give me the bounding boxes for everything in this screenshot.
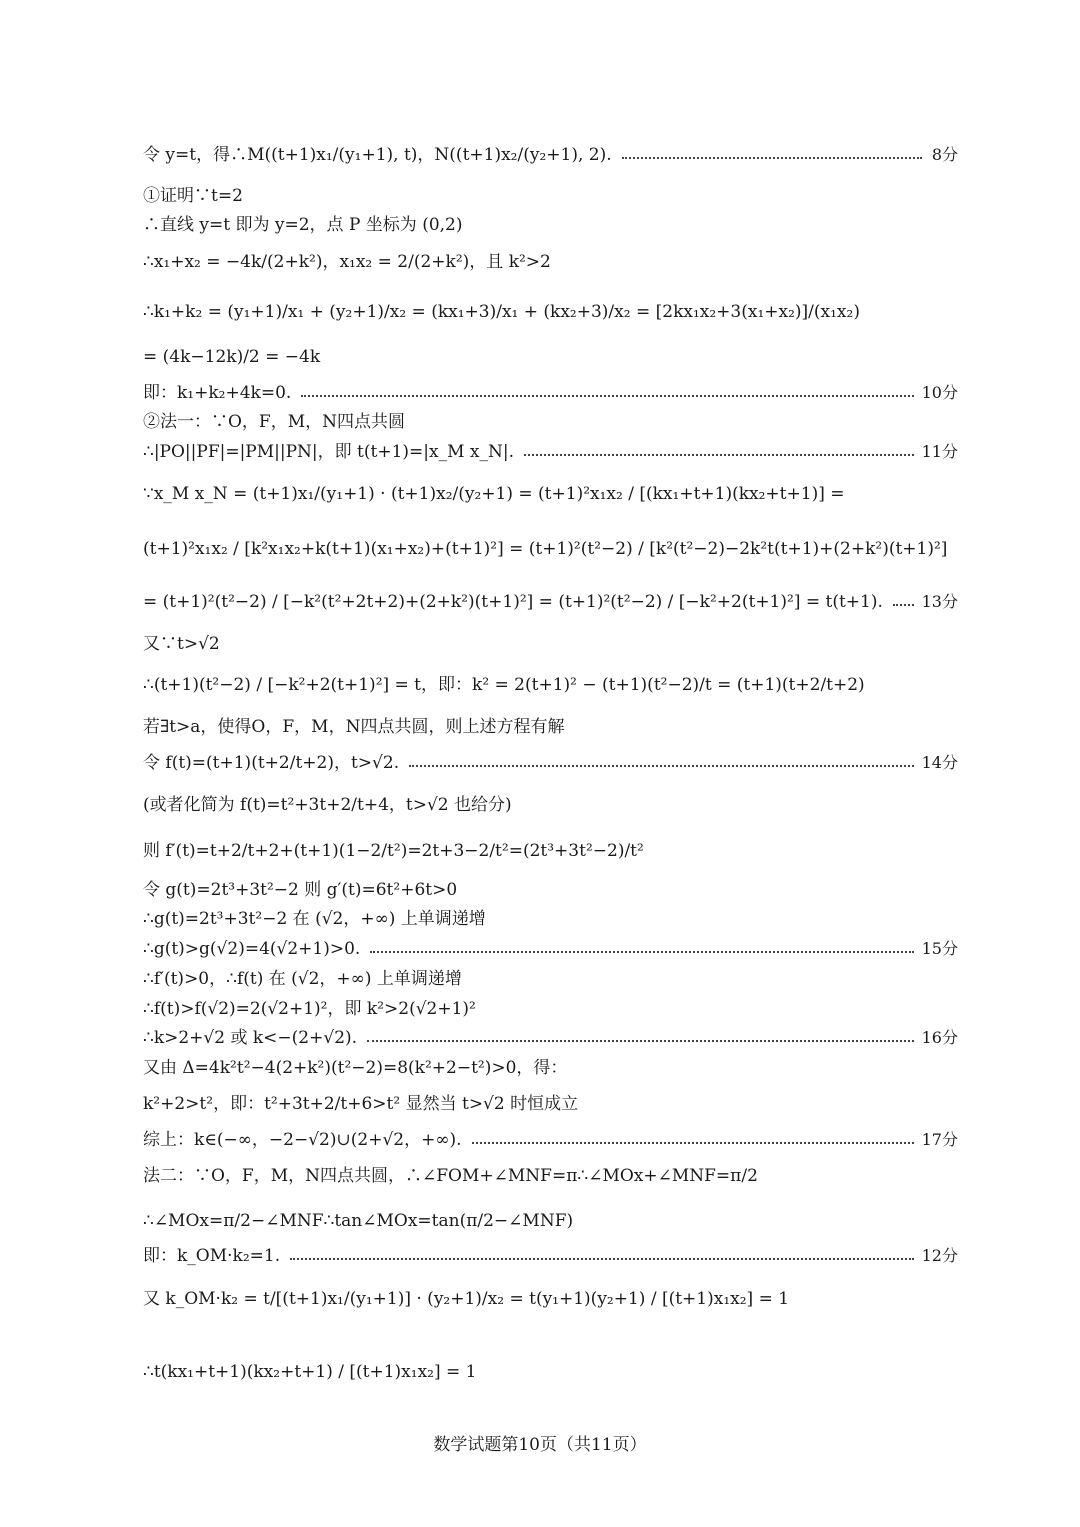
solution-line bbox=[143, 345, 958, 369]
score-label: 14分 bbox=[921, 753, 958, 772]
line-text: (或者化简为 f(t)=t²+3t+2/t+4，t>√2 也给分) bbox=[143, 795, 512, 815]
solution-line bbox=[143, 793, 958, 817]
line-text: ∴f′(t)>0，∴f(t) 在 (√2，+∞) 上单调递增 bbox=[143, 969, 462, 989]
score-label: 12分 bbox=[921, 1246, 958, 1265]
solution-line bbox=[143, 482, 958, 506]
solution-line bbox=[143, 410, 958, 434]
solution-line bbox=[143, 1287, 958, 1311]
score-label: 10分 bbox=[921, 383, 958, 402]
line-text: 则 f′(t)=t+2/t+2+(t+1)(1−2/t²)=2t+3−2/t²=(2t³+3t²−2)/t² bbox=[143, 841, 644, 861]
line-text: 若∃t>a，使得O，F，M，N四点共圆，则上述方程有解 bbox=[143, 717, 565, 737]
solution-line bbox=[143, 632, 958, 656]
dot-leader bbox=[367, 1040, 914, 1042]
line-text: 即：k_OM·k₂=1. bbox=[143, 1246, 281, 1266]
solution-line bbox=[143, 300, 958, 324]
line-text: ∴g(t)>g(√2)=4(√2+1)>0. bbox=[143, 939, 361, 959]
line-text: 又 k_OM·k₂ = t/[(t+1)x₁/(y₁+1)] · (y₂+1)/x₂ = t(y₁+1)(y₂+1) / [(t+1)x₁x₂] = 1 bbox=[143, 1289, 790, 1309]
solution-line bbox=[143, 1056, 958, 1080]
line-text: ∴f(t)>f(√2)=2(√2+1)²，即 k²>2(√2+1)² bbox=[143, 999, 476, 1019]
solution-line bbox=[143, 184, 958, 208]
score-label: 17分 bbox=[921, 1130, 958, 1149]
score-label: 13分 bbox=[921, 592, 958, 611]
line-text: k²+2>t²，即：t²+3t+2/t+6>t² 显然当 t>√2 时恒成立 bbox=[143, 1094, 579, 1114]
score-label: 15分 bbox=[921, 939, 958, 958]
line-text: = (4k−12k)/2 = −4k bbox=[143, 347, 321, 367]
line-text: ∴(t+1)(t²−2) / [−k²+2(t+1)²] = t，即：k² = 2(t+1)² − (t+1)(t²−2)/t = (t+1)(t+2/t+2) bbox=[143, 675, 865, 695]
solution-line bbox=[143, 1128, 958, 1152]
score-label: 8分 bbox=[931, 145, 958, 164]
solution-line bbox=[143, 250, 958, 274]
solution-line bbox=[143, 213, 958, 237]
line-text: = (t+1)²(t²−2) / [−k²(t²+2t+2)+(2+k²)(t+1)²] = (t+1)²(t²−2) / [−k²+2(t+1)²] = t(t+1). bbox=[143, 592, 883, 612]
line-text: 又∵t>√2 bbox=[143, 634, 220, 654]
solution-line bbox=[143, 997, 958, 1021]
line-text: ∴∠MOx=π/2−∠MNF∴tan∠MOx=tan(π/2−∠MNF) bbox=[143, 1211, 574, 1231]
line-text: ∴直线 y=t 即为 y=2，点 P 坐标为 (0,2) bbox=[143, 215, 463, 235]
solution-line bbox=[143, 715, 958, 739]
line-text: 综上：k∈(−∞，−2−√2)∪(2+√2，+∞). bbox=[143, 1130, 462, 1150]
line-text: ∴x₁+x₂ = −4k/(2+k²)，x₁x₂ = 2/(2+k²)，且 k²>2 bbox=[143, 252, 551, 272]
solution-line bbox=[143, 143, 958, 167]
dot-leader bbox=[370, 951, 914, 953]
solution-line bbox=[143, 751, 958, 775]
line-text: ∴t(kx₁+t+1)(kx₂+t+1) / [(t+1)x₁x₂] = 1 bbox=[143, 1362, 477, 1382]
page-footer: 数学试题第10页（共11页） bbox=[433, 1435, 647, 1455]
dot-leader bbox=[622, 157, 922, 159]
solution-line bbox=[143, 381, 958, 405]
solution-line bbox=[143, 673, 958, 697]
solution-line bbox=[143, 1092, 958, 1116]
solution-line bbox=[143, 878, 958, 902]
solution-line bbox=[143, 440, 958, 464]
solution-line bbox=[143, 1244, 958, 1268]
solution-line bbox=[143, 1164, 958, 1188]
line-text: (t+1)²x₁x₂ / [k²x₁x₂+k(t+1)(x₁+x₂)+(t+1)²] = (t+1)²(t²−2) / [k²(t²−2)−2k²t(t+1)+(2+k²)(t+1)²] bbox=[143, 539, 948, 559]
solution-line bbox=[143, 537, 958, 561]
line-text: ∴g(t)=2t³+3t²−2 在 (√2，+∞) 上单调递增 bbox=[143, 909, 486, 929]
solution-line bbox=[143, 839, 958, 863]
solution-line bbox=[143, 907, 958, 931]
solution-line bbox=[143, 590, 958, 614]
line-text: ②法一：∵O，F，M，N四点共圆 bbox=[143, 412, 406, 432]
score-label: 11分 bbox=[921, 442, 958, 461]
dot-leader bbox=[472, 1142, 914, 1144]
dot-leader bbox=[893, 604, 914, 606]
score-label: 16分 bbox=[921, 1028, 958, 1047]
line-text: 法二：∵O，F，M，N四点共圆，∴∠FOM+∠MNF=π∴∠MOx+∠MNF=π/2 bbox=[143, 1166, 758, 1186]
dot-leader bbox=[524, 454, 914, 456]
line-text: 令 g(t)=2t³+3t²−2 则 g′(t)=6t²+6t>0 bbox=[143, 880, 458, 900]
solution-line bbox=[143, 1360, 958, 1384]
line-text: ①证明∵t=2 bbox=[143, 186, 243, 206]
line-text: ∵x_M x_N = (t+1)x₁/(y₁+1) · (t+1)x₂/(y₂+1) = (t+1)²x₁x₂ / [(kx₁+t+1)(kx₂+t+1)] = bbox=[143, 484, 845, 504]
line-text: ∴k>2+√2 或 k<−(2+√2). bbox=[143, 1028, 358, 1048]
line-text: 令 f(t)=(t+1)(t+2/t+2)，t>√2. bbox=[143, 753, 400, 773]
dot-leader bbox=[290, 1258, 914, 1260]
line-text: 令 y=t，得∴M((t+1)x₁/(y₁+1), t)，N((t+1)x₂/(y₂+1), 2). bbox=[143, 145, 612, 165]
line-text: ∴|PO||PF|=|PM||PN|，即 t(t+1)=|x_M x_N|. bbox=[143, 442, 515, 462]
solution-line bbox=[143, 1026, 958, 1050]
line-text: 即：k₁+k₂+4k=0. bbox=[143, 383, 292, 403]
dot-leader bbox=[409, 765, 914, 767]
line-text: 又由 Δ=4k²t²−4(2+k²)(t²−2)=8(k²+2−t²)>0，得： bbox=[143, 1058, 568, 1078]
line-text: ∴k₁+k₂ = (y₁+1)/x₁ + (y₂+1)/x₂ = (kx₁+3)/x₁ + (kx₂+3)/x₂ = [2kx₁x₂+3(x₁+x₂)]/(x₁x₂) bbox=[143, 302, 860, 322]
solution-line bbox=[143, 967, 958, 991]
solution-line bbox=[143, 937, 958, 961]
solution-line bbox=[143, 1209, 958, 1233]
dot-leader bbox=[301, 395, 914, 397]
